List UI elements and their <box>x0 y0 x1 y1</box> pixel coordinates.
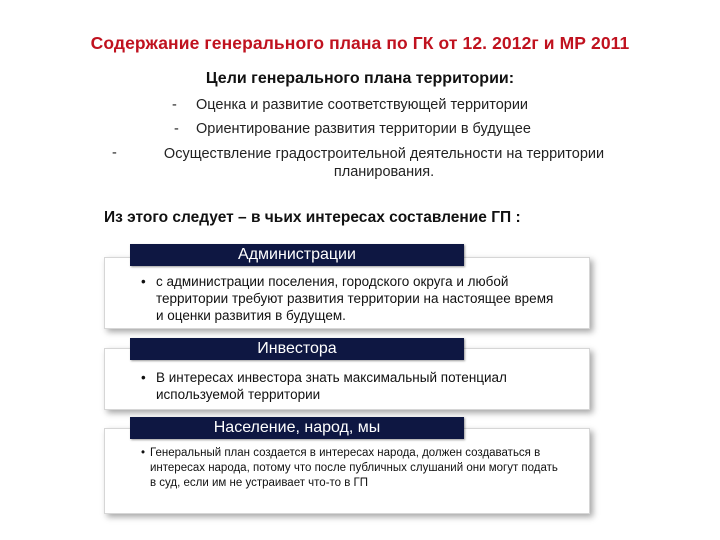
bullet-icon: • <box>141 274 146 289</box>
goal-text: Осуществление градостроительной деятельности на территории планирования. <box>163 146 605 180</box>
dash-marker: - <box>112 145 117 161</box>
slide-title: Содержание генерального плана по ГК от 12. 2012г и МР 2011 <box>90 33 630 53</box>
interest-text-administration <box>142 273 562 324</box>
goals-heading: Цели генерального плана территории: <box>205 70 515 87</box>
interest-body: с администрации поселения, городского округа и любой территории требуют развития территории на настоящее время и оценки развития в будущем. <box>156 274 554 323</box>
dash-marker: - <box>174 121 179 137</box>
interest-label-population: Население, народ, мы <box>130 417 464 439</box>
goal-item <box>174 121 531 137</box>
interest-text-investor <box>142 369 562 403</box>
goal-text: Ориентирование развития территории в будущее <box>196 121 531 137</box>
bullet-icon: • <box>141 447 146 459</box>
interest-text-population <box>142 446 562 491</box>
goal-text: Оценка и развитие соответствующей территории <box>196 97 529 113</box>
goal-item <box>112 145 632 181</box>
goal-item <box>174 97 528 113</box>
dash-marker: - <box>172 97 177 113</box>
interest-label-administration: Администрации <box>130 244 464 266</box>
interest-body: В интересах инвестора знать максимальный потенциал используемой территории <box>156 370 507 402</box>
interest-label-investor: Инвестора <box>130 338 464 360</box>
interest-body: Генеральный план создается в интересах народа, должен создаваться в интересах народа, потому что после публичных слушаний они могут подать в суд, если им не устраивает что-то в ГП <box>150 447 558 489</box>
conclusion-heading: Из этого следует – в чьих интересах составление ГП : <box>104 209 521 226</box>
bullet-icon: • <box>141 370 146 385</box>
